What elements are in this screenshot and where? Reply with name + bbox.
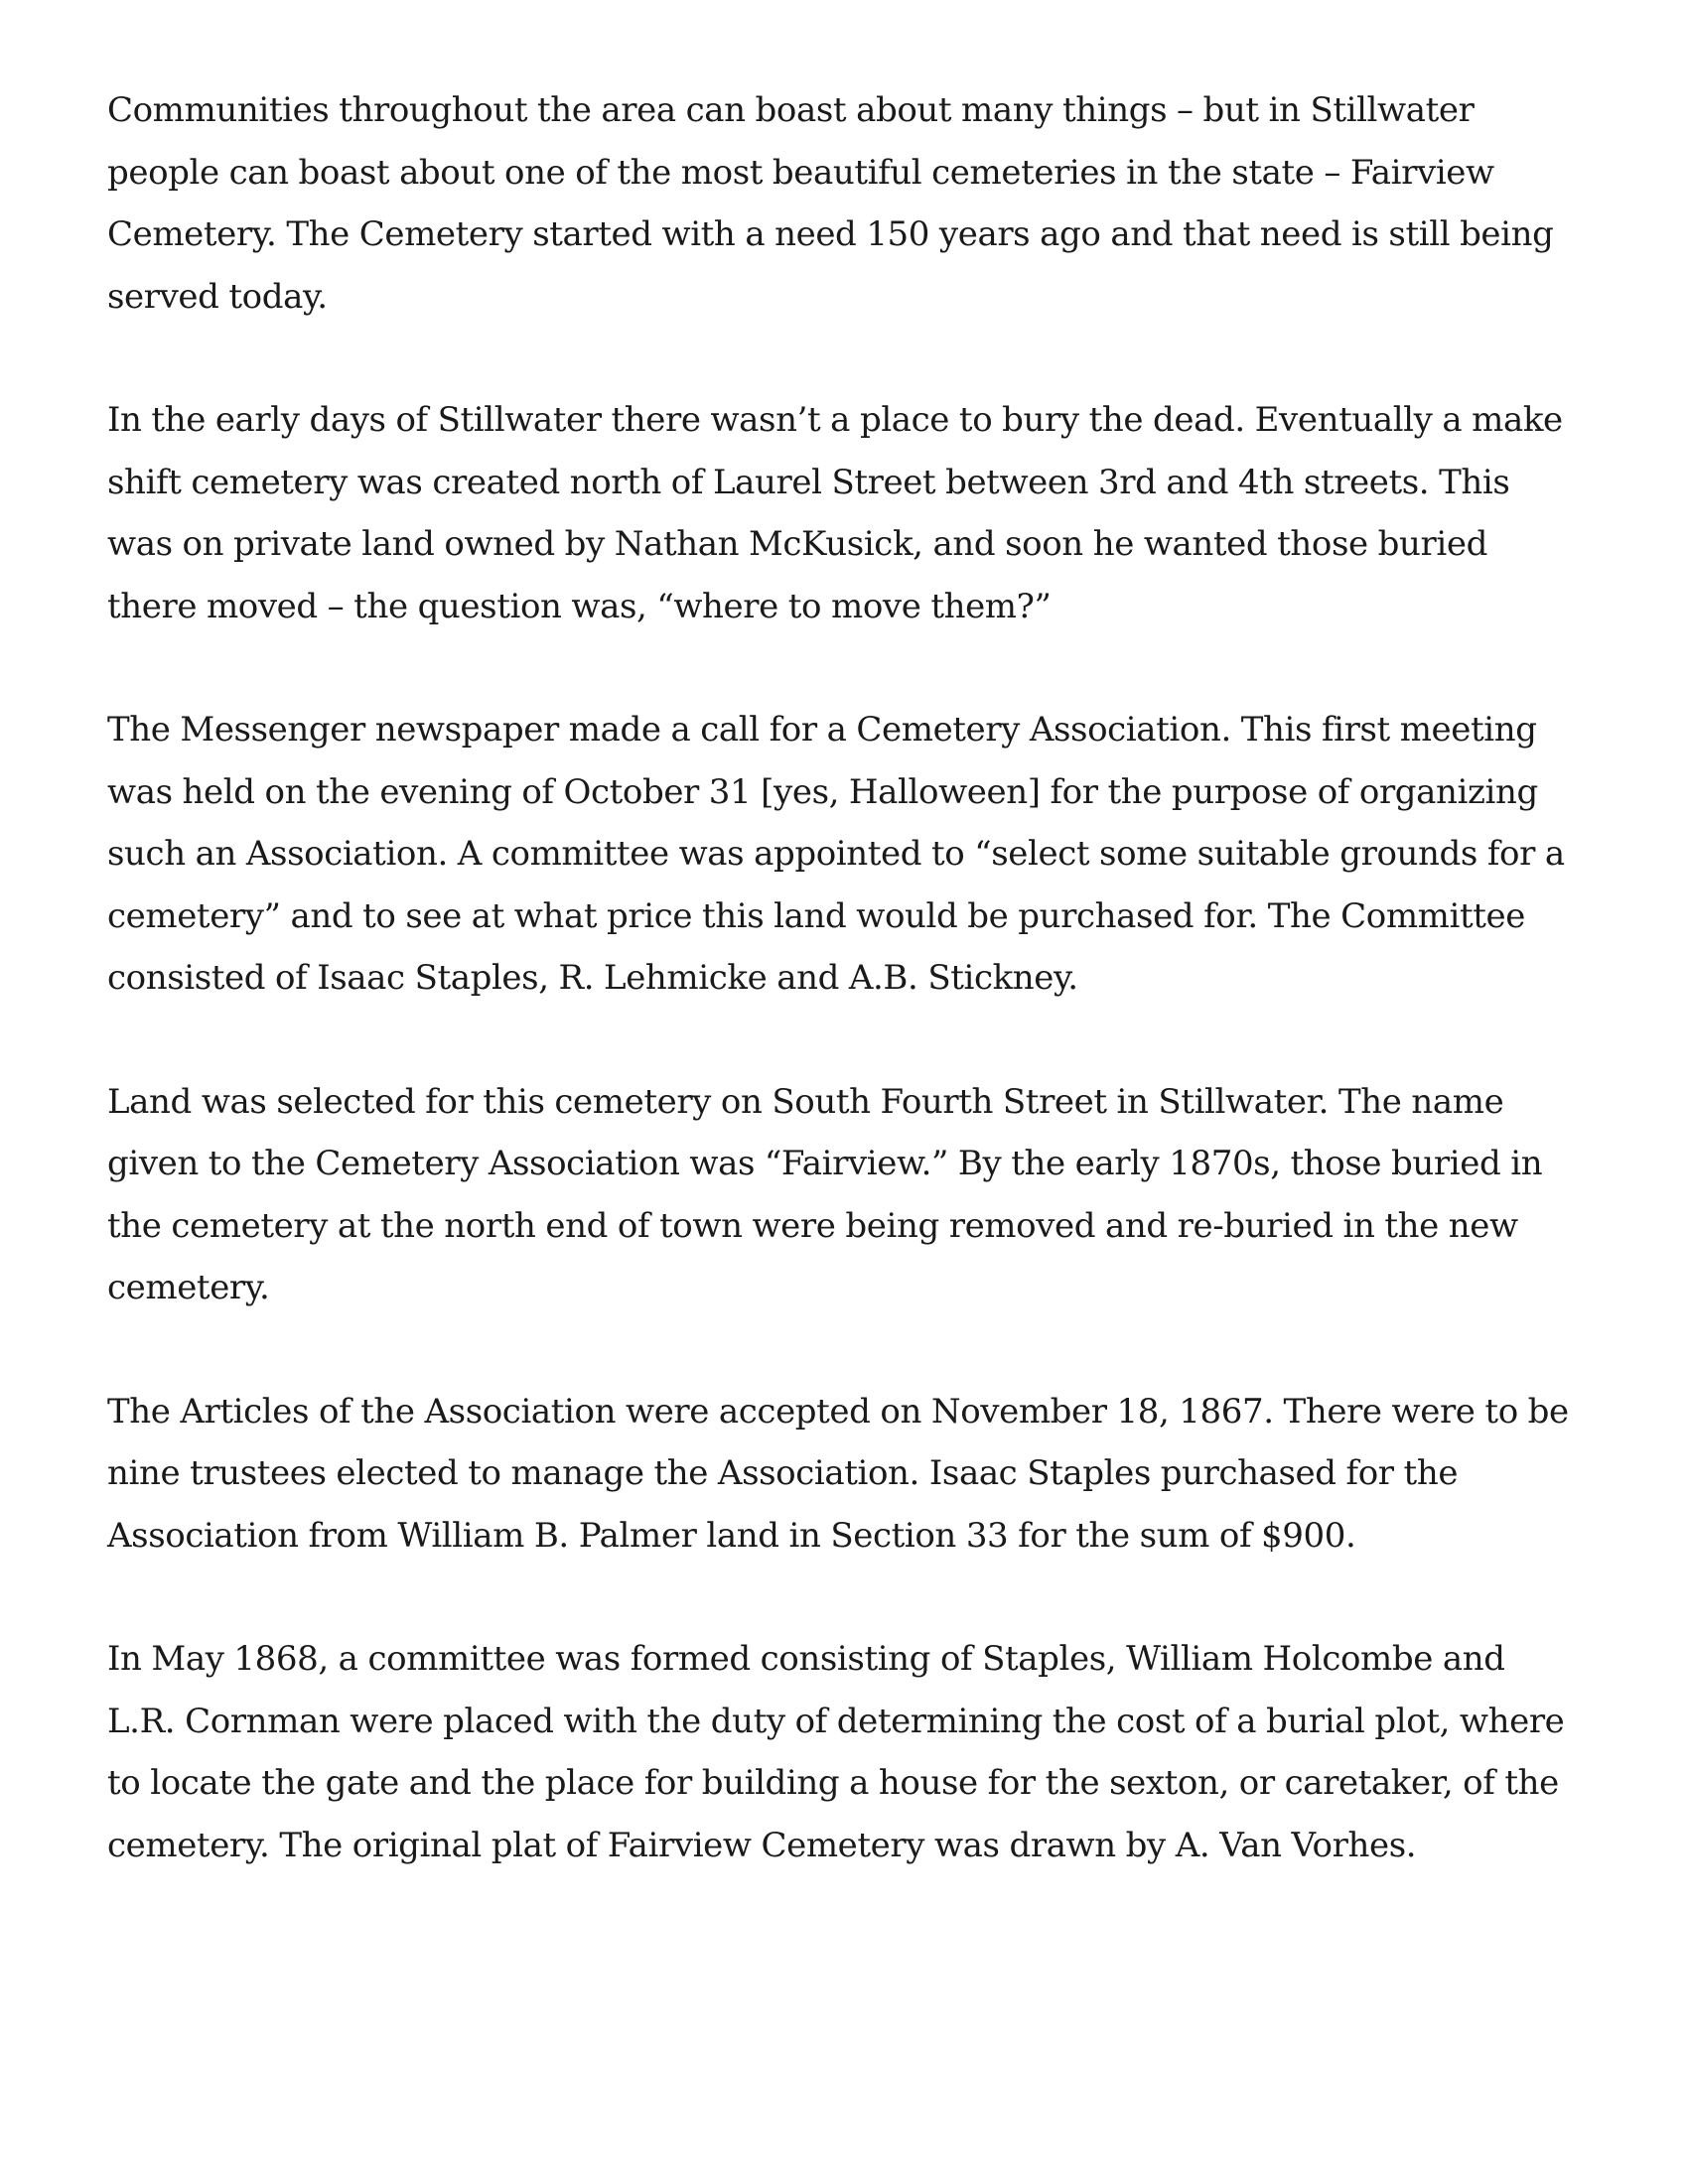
paragraph-committee-1868: In May 1868, a committee was formed consisting of Staples, William Holcombe and L.R. Cornman were placed with the duty of determining the cost of a burial plot, where to locate the gate and the place for building a house for the sexton, or caretaker, of the cemetery. The original plat of Fairview Cemetery was drawn by A. Van Vorhes. bbox=[107, 1639, 1565, 1865]
paragraph-messenger-call: The Messenger newspaper made a call for a Cemetery Association. This first meeting was held on the evening of October 31 [yes, Halloween] for the purpose of organizing such an Association. A committee was appointed to “select some suitable grounds for a cemetery” and to see at what price this land would be purchased for. The Committee consisted of Isaac Staples, R. Lehmicke and A.B. Stickney. bbox=[107, 710, 1565, 998]
document-body bbox=[107, 79, 1577, 1876]
paragraph-articles: The Articles of the Association were accepted on November 18, 1867. There were to be nine trustees elected to manage the Association. Isaac Staples purchased for the Association from William B. Palmer land in Section 33 for the sum of $900. bbox=[107, 1391, 1569, 1556]
paragraph-intro: Communities throughout the area can boast about many things – but in Stillwater people can boast about one of the most beautiful cemeteries in the state – Fairview Cemetery. The Cemetery started with a need 150 years ago and that need is still being served today. bbox=[107, 90, 1554, 317]
paragraph-land-selected: Land was selected for this cemetery on South Fourth Street in Stillwater. The name given to the Cemetery Association was “Fairview.” By the early 1870s, those buried in the cemetery at the north end of town were being removed and re-buried in the new cemetery. bbox=[107, 1081, 1543, 1307]
paragraph-early-days: In the early days of Stillwater there wasn’t a place to bury the dead. Eventually a make shift cemetery was created north of Laurel Street between 3rd and 4th streets. This was on private land owned by Nathan McKusick, and soon he wanted those buried there moved – the question was, “where to move them?” bbox=[107, 400, 1563, 626]
